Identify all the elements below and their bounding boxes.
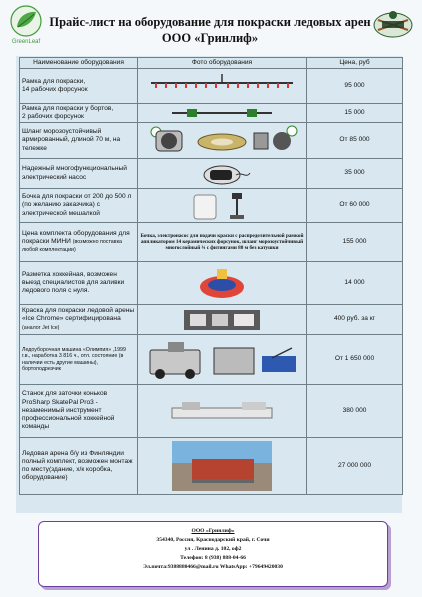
table-row — [20, 335, 403, 385]
equipment-name-note: (аналог Jet Ice) — [22, 324, 60, 331]
equipment-name-text: Цена комплекта оборудования для покраски МИНИ — [22, 229, 130, 245]
equipment-photo — [138, 104, 307, 123]
set-description: Бочка, электронасос для подачи краски с распределительной рамкой аппликатором 14 керамических форсунок, шланг морозоустойчивый многослойный ¾ с фитингами 80 м без катушки — [138, 223, 307, 262]
equipment-price: От 1 650 000 — [307, 335, 403, 385]
equipment-photo — [138, 335, 307, 385]
table-row — [20, 189, 403, 223]
table-row — [20, 69, 403, 104]
equipment-photo — [138, 262, 307, 305]
electric-pump-photo — [192, 161, 252, 187]
title-line-1: Прайс-лист на оборудование для покраски ледовых арен — [49, 15, 371, 29]
table-row — [20, 223, 403, 262]
footer-address-1: 354340, Россия, Краснодарский край, г. Сочи — [156, 537, 270, 543]
equipment-name-note: (возможно поставка любой комплектации) — [22, 238, 122, 254]
border-frame-photo — [147, 105, 297, 121]
table-row — [20, 385, 403, 438]
hose-reel-photo — [142, 125, 302, 157]
ice-arena-photo — [172, 441, 272, 491]
footer-address-2: ул . Ленина д. 102, оф2 — [184, 546, 242, 552]
equipment-photo — [138, 305, 307, 335]
equipment-price: 27 000 000 — [307, 438, 403, 495]
equipment-price: 155 000 — [307, 223, 403, 262]
equipment-name: Ледовая арена б/у из Финляндии полный комплект, возможен монтаж по месту(здание, х/к коробка, оборудование) — [20, 438, 138, 495]
title-line-2: ООО «Гринлиф» — [161, 31, 259, 45]
contact-box — [38, 521, 388, 587]
table-row — [20, 123, 403, 159]
hockey-marking-photo — [197, 265, 247, 301]
equipment-photo — [138, 159, 307, 189]
equipment-price: 400 руб. за кг — [307, 305, 403, 335]
header-price: Цена, руб — [307, 58, 403, 69]
header-equipment-name: Наименование оборудования — [20, 58, 138, 69]
equipment-name: Ледоуборочная машина «Олимпия» ,1999 г.в., наработка 3 816 ч., отл. состояние (в наличии есть другие машины), бортоподрезчик — [20, 335, 138, 385]
equipment-name: Разметка хоккейная, возможен выезд специалистов для заливки ледового поля с нуля. — [20, 262, 138, 305]
ice-chrome-paint-photo — [182, 307, 262, 333]
equipment-price: От 60 000 — [307, 189, 403, 223]
paint-frame-photo — [147, 71, 297, 101]
table-row — [20, 104, 403, 123]
paint-tank-photo — [182, 191, 262, 221]
table-header-row — [20, 58, 403, 69]
equipment-price: 380 000 — [307, 385, 403, 438]
header-equipment-photo: Фото оборудования — [138, 58, 307, 69]
equipment-price: 14 000 — [307, 262, 403, 305]
equipment-photo — [138, 385, 307, 438]
equipment-price: 35 000 — [307, 159, 403, 189]
equipment-price: 15 000 — [307, 104, 403, 123]
equipment-photo — [138, 189, 307, 223]
equipment-name-text: Краска для покраски ледовой арены «Ice Chrome» сертифицирована — [22, 307, 135, 323]
skate-sharpener-photo — [162, 396, 282, 426]
equipment-name: Станок для заточки коньков ProSharp SkatePal Pro3 - незаменимый инструмент профессиональной хоккейной команды — [20, 385, 138, 438]
equipment-photo — [138, 438, 307, 495]
table-row — [20, 262, 403, 305]
footer-company: ООО «Гринлиф» — [191, 528, 235, 534]
price-table — [19, 57, 403, 495]
equipment-name: Бочка для покраски от 200 до 500 л (по желанию заказчика) с электрической мешалкой — [20, 189, 138, 223]
equipment-name — [20, 223, 138, 262]
equipment-photo — [138, 69, 307, 104]
table-row — [20, 438, 403, 495]
equipment-name — [20, 305, 138, 335]
hockey-arena-logo — [372, 6, 414, 40]
greenleaf-logo — [6, 4, 46, 46]
footer-contacts: Эл.почта:9388880466@mail.ru WhatsApp: +79649420030 — [143, 564, 283, 570]
equipment-name: Рамка для покраски у бортов, 2 рабочих форсунок — [20, 104, 138, 123]
ice-resurfacer-photo — [142, 338, 302, 382]
equipment-name: Шланг морозоустойчивый армированный, длиной 70 м, на тележке — [20, 123, 138, 159]
equipment-price: 95 000 — [307, 69, 403, 104]
equipment-photo — [138, 123, 307, 159]
table-row — [20, 159, 403, 189]
table-row — [20, 305, 403, 335]
equipment-price: От 85 000 — [307, 123, 403, 159]
equipment-name: Надежный многофункциональный электрический насос — [20, 159, 138, 189]
svg-text:GreenLeaf: GreenLeaf — [11, 39, 41, 45]
page-title — [46, 14, 374, 46]
footer-phone: Телефон: 8 (938) 888-04-66 — [180, 555, 246, 561]
equipment-name: Рамка для покраски, 14 рабочих форсунок — [20, 69, 138, 104]
